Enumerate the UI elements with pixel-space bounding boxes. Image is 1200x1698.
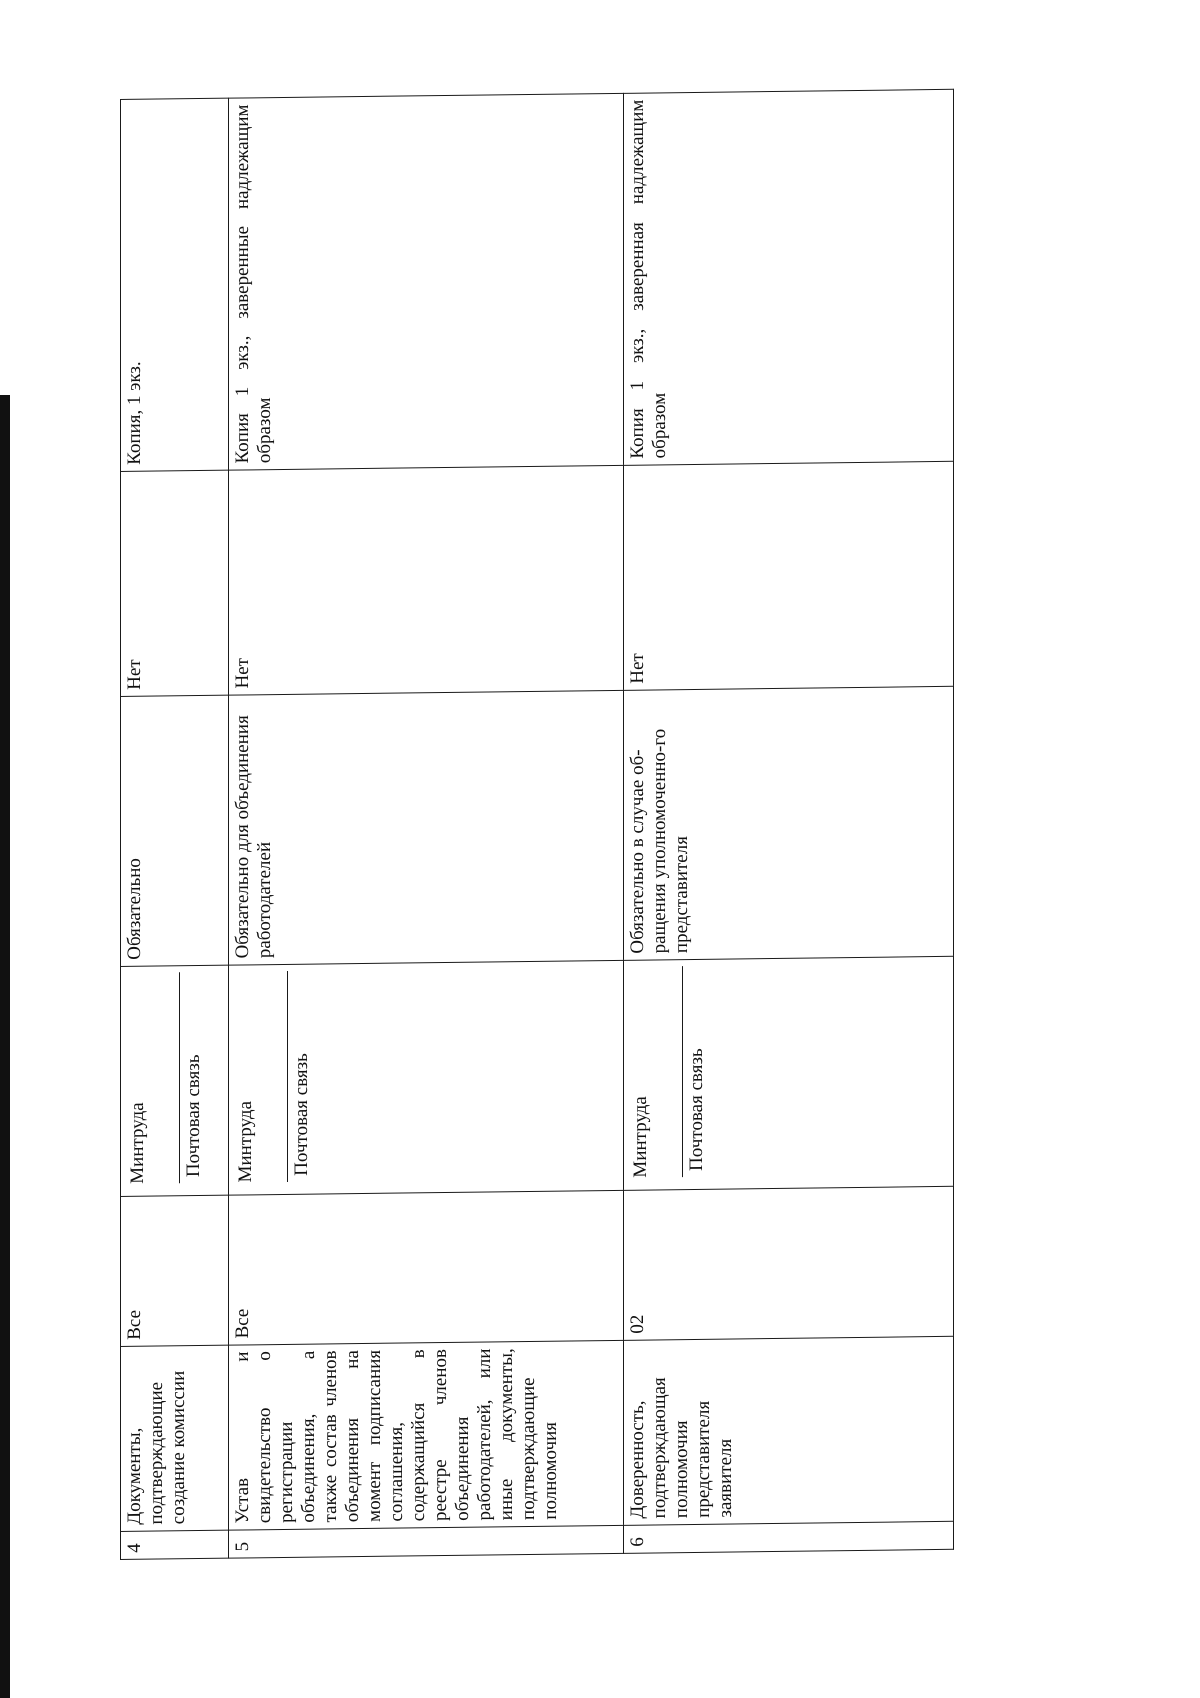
submission-secondary: Почтовая связь — [682, 966, 711, 1177]
requirement: Обязательно для объединения работодателей — [229, 690, 624, 965]
row-number: 6 — [624, 1521, 954, 1553]
document-form: Копия 1 экз., заверенная надлежащим образом — [624, 89, 954, 465]
documents-table — [120, 89, 954, 1560]
requirement: Обязательно — [121, 695, 229, 966]
submission-secondary: Почтовая связь — [287, 971, 316, 1182]
submission-primary: Минтруда — [630, 1096, 651, 1178]
table-row — [229, 93, 624, 1558]
table-row — [624, 89, 954, 1553]
interdepartmental-request: Нет — [229, 465, 624, 695]
applicant-category: 02 — [624, 1186, 954, 1340]
submission-method — [624, 956, 954, 1190]
scan-edge-bar — [0, 395, 10, 1698]
row-number: 4 — [121, 1530, 229, 1559]
document-form: Копия 1 экз., заверенные надлежащим образом — [229, 93, 624, 470]
interdepartmental-request: Нет — [121, 470, 229, 696]
document-name: Документы, подтверждающие создание комиссии — [121, 1345, 229, 1531]
submission-method — [229, 960, 624, 1195]
submission-primary: Минтруда — [127, 1102, 148, 1184]
applicant-category: Все — [229, 1190, 624, 1345]
table-row — [121, 98, 229, 1559]
row-number: 5 — [229, 1525, 624, 1558]
document-name: Доверенность, подтверждающая полномочия представителя заявителя — [624, 1336, 954, 1525]
rotated-page — [120, 89, 1040, 1560]
submission-primary: Минтруда — [235, 1100, 256, 1183]
document-name: Устав и свидетельство о регистрации объединения, а также состав членов объединения на момент подписания соглашения, содержащийся в реестре членов объединения работодателей, или иные документы, подтверждающие полномочия — [229, 1340, 624, 1530]
requirement: Обязательно в случае об-ращения уполномоченно-го представителя — [624, 686, 954, 960]
submission-secondary: Почтовая связь — [179, 972, 208, 1183]
submission-method — [121, 965, 229, 1196]
document-form: Копия, 1 экз. — [121, 98, 229, 471]
interdepartmental-request: Нет — [624, 461, 954, 690]
applicant-category: Все — [121, 1195, 229, 1346]
